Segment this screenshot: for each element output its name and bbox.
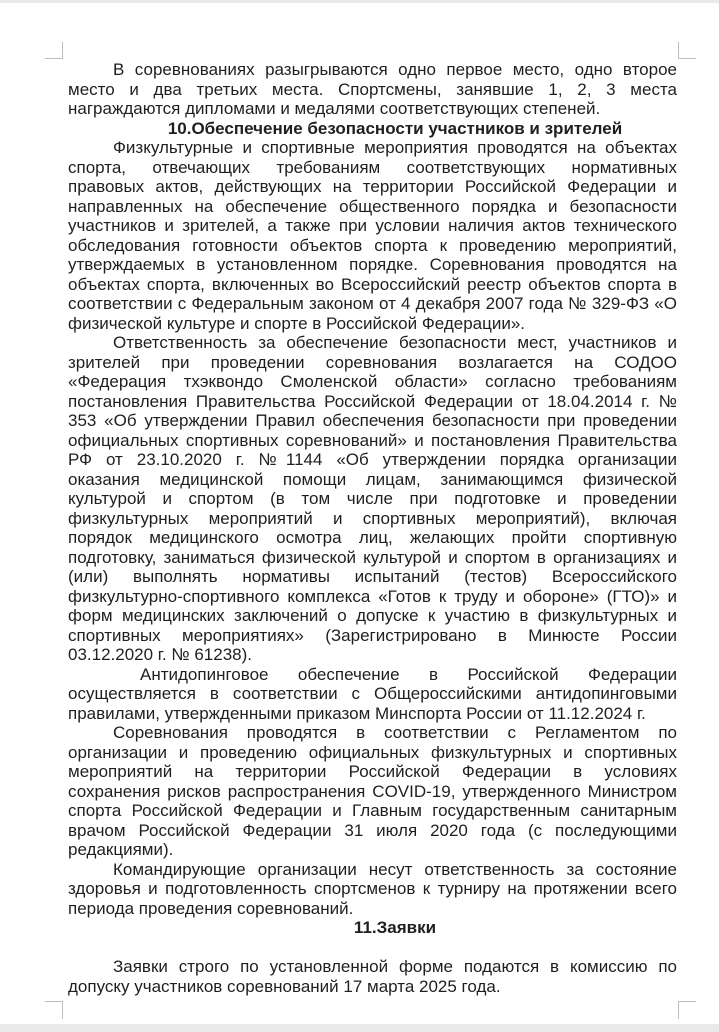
- text-line: мероприятий на территории Российской Федерации в условиях: [68, 762, 677, 781]
- text-line: организации и проведению официальных физкультурных и спортивных: [68, 742, 677, 762]
- margin-corner-mark-bottom-left: [62, 1001, 63, 1019]
- text-line: Заявки строго по установленной форме подаются в комиссию по: [113, 957, 677, 976]
- text-line: сохранения рисков распространения COVID-19, утвержденного Министром: [68, 781, 677, 801]
- text-line: спорта, отвечающих требованиям соответствующих нормативных: [68, 157, 677, 177]
- text-line: соответствии с Федеральным законом от 4 декабря 2007 года № 329-ФЗ «О: [68, 294, 677, 313]
- venue-safety-paragraph: [68, 138, 677, 333]
- text-line: утверждаемых в установленном порядке. Соревнования проводятся на: [68, 255, 677, 274]
- margin-corner-mark-top-right: [678, 58, 696, 59]
- text-line: физкультурно-спортивного комплекса «Готов к труду и обороне» (ГТО)» и: [68, 586, 677, 606]
- text-line: здоровья и подготовленность спортсменов к турниру на протяжении всего: [68, 879, 677, 898]
- text-line: порядок медицинского осмотра лиц, желающих пройти спортивную: [68, 528, 677, 547]
- text-line: постановления Правительства Российской Федерации от 18.04.2014 г. №: [68, 391, 677, 411]
- text-line: подготовку, заниматься физической культурой и спортом в организациях и: [68, 547, 677, 567]
- text-line: 353 «Об утверждении Правил обеспечения безопасности при проведении: [68, 411, 677, 430]
- text-line: направленных на обеспечение общественного порядка и безопасности: [68, 196, 677, 216]
- text-line: физической культуре и спорте в Российской Федерации».: [68, 313, 526, 333]
- margin-corner-mark-top-left: [62, 42, 63, 59]
- responsibility-paragraph: [68, 333, 677, 665]
- text-line: спортивных мероприятиях» (Зарегистрировано в Минюсте России: [68, 625, 677, 645]
- text-line: врачом Российской Федерации 31 июля 2020 года (с последующими: [68, 820, 677, 840]
- empty-line: [68, 938, 677, 958]
- text-line: Физкультурные и спортивные мероприятия проводятся на объектах: [113, 138, 677, 157]
- text-line: Ответственность за обеспечение безопасности мест, участников и: [113, 333, 677, 352]
- text-line: форм медицинских заключений о допуске к участию в физкультурных и: [68, 606, 677, 625]
- text-line: награждаются дипломами и медалями соответствующих степеней.: [68, 99, 601, 118]
- text-line: осуществляется в соответствии с Общероссийскими антидопинговыми: [68, 684, 677, 703]
- text-line: правилами, утвержденными приказом Минспорта России от 11.12.2024 г.: [68, 703, 646, 723]
- text-line: Командирующие организации несут ответственность за состояние: [113, 859, 677, 879]
- text-line: В соревнованиях разыгрываются одно первое место, одно второе: [113, 60, 677, 79]
- covid-regulations-paragraph: [68, 723, 677, 860]
- text-line: 03.12.2020 г. № 61238).: [68, 645, 252, 664]
- text-line: объектах спорта, включенных во Всероссийский реестр объектов спорта в: [68, 274, 677, 294]
- text-line: Антидопинговое обеспечение в Российской Федерации: [140, 664, 677, 684]
- applications-paragraph: [68, 957, 677, 996]
- text-line: обследования готовности объектов спорта к проведению мероприятий,: [68, 235, 677, 255]
- margin-corner-mark-bottom-right: [678, 1001, 696, 1002]
- margin-corner-mark-bottom-right: [678, 1001, 679, 1019]
- text-line: допуску участников соревнований 17 марта 2025 года.: [68, 976, 501, 996]
- text-line: официальных спортивных соревнований» и постановления Правительства: [68, 430, 677, 450]
- text-line: зрителей при проведении соревнования возлагается на СОДОО: [68, 352, 677, 372]
- text-line: физкультурных мероприятий и спортивных мероприятий), включая: [68, 508, 677, 528]
- text-line: редакциями).: [68, 840, 174, 859]
- text-line: правовых актов, действующих на территории Российской Федерации и: [68, 177, 677, 196]
- text-line: РФ от 23.10.2020 г. №1144 «Об утверждении порядка организации: [68, 450, 677, 469]
- text-line: место и два третьих места. Спортсмены, занявшие 1, 2, 3 места: [68, 79, 677, 99]
- text-line: периода проведения соревнований.: [68, 898, 354, 918]
- awards-paragraph: [68, 60, 677, 119]
- text-line: «Федерация тхэквондо Смоленской области» согласно требованиям: [68, 372, 677, 391]
- text-line: оказания медицинской помощи лицам, занимающимся физической: [68, 469, 677, 489]
- section-10-heading: 10.Обеспечение безопасности участников и зрителей: [167, 118, 623, 138]
- document-text: [68, 60, 677, 996]
- text-line: Соревнования проводятся в соответствии с Регламентом по: [113, 723, 677, 742]
- section-11-heading: 11.Заявки: [353, 918, 437, 937]
- margin-corner-mark-top-left: [45, 58, 63, 59]
- margin-corner-mark-top-right: [678, 42, 679, 59]
- text-line: участников и зрителей, а также при условии наличия актов технического: [68, 216, 677, 235]
- text-line: культурой и спортом (в том числе при подготовке и проведении: [68, 489, 677, 508]
- text-line: спорта Российской Федерации и Главным государственным санитарным: [68, 801, 677, 820]
- margin-corner-mark-bottom-left: [45, 1001, 63, 1002]
- delegation-responsibility-paragraph: [68, 860, 677, 919]
- anti-doping-paragraph: [68, 665, 677, 724]
- text-line: (или) выполнять нормативы испытаний (тестов) Всероссийского: [68, 567, 677, 586]
